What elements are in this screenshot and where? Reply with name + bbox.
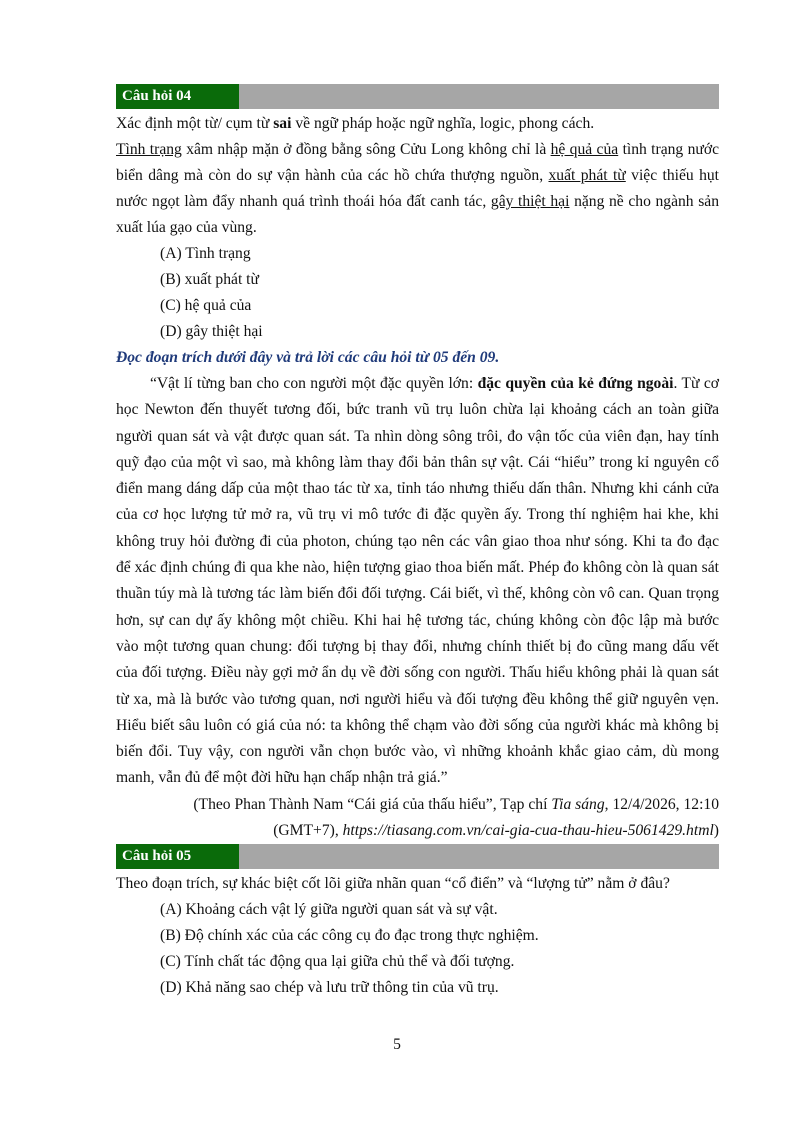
question-04-prompt [116,111,719,137]
option-a[interactable]: (A) Tình trạng [160,245,251,262]
source-journal: Tia sáng [551,795,605,813]
option-b[interactable]: (B) Độ chính xác của các công cụ đo đạc trong thực nghiệm. [160,926,539,944]
reading-instruction: Đọc đoạn trích dưới đây và trả lời các câu hỏi từ 05 đến 09. [116,349,500,366]
source-text: ) [713,821,719,839]
source-text: , 12/4/2026, 12:10 [604,795,719,813]
sentence-text: việc thiếu hụt nước ngọt làm đẩy nhanh quá trình thoái hóa đất canh tác, [116,167,720,210]
underlined-phrase-d: gây thiệt hại [490,193,570,210]
question-bar-fill [239,84,719,109]
question-label-05: Câu hỏi 05 [116,844,239,869]
option-d[interactable]: (D) Khả năng sao chép và lưu trữ thông tin của vũ trụ. [160,978,499,996]
reading-passage [116,371,719,792]
passage-bold: đặc quyền của kẻ đứng ngoài [477,375,674,392]
option-d[interactable]: (D) gây thiệt hại [160,323,263,340]
sentence-text: tình trạng nước biển dâng mà còn do sự vận hành của các hồ chứa thượng nguồn, [116,141,719,184]
question-04-sentence [116,137,719,241]
option-b[interactable]: (B) xuất phát từ [160,271,259,288]
prompt-text: Xác định một từ/ cụm từ [116,115,274,132]
question-bar-fill [239,844,719,869]
option-c[interactable]: (C) Tính chất tác động qua lại giữa chủ thể và đối tượng. [160,952,515,970]
question-05-options [116,897,719,1001]
underlined-phrase-a: Tình trạng [116,141,182,158]
passage-text: “Vật lí từng ban cho con người một đặc quyền lớn: [150,375,478,392]
question-header-04 [116,84,719,109]
option-a[interactable]: (A) Khoảng cách vật lý giữa người quan sát và sự vật. [160,900,498,918]
underlined-phrase-c: hệ quả của [550,141,619,158]
source-text: (Theo Phan Thành Nam “Cái giá của thấu hiểu”, Tạp chí [193,795,552,813]
prompt-text: về ngữ pháp hoặc ngữ nghĩa, logic, phong cách. [291,115,595,132]
question-04-options [116,241,719,345]
page-number: 5 [393,1036,401,1053]
sentence-text: nặng nề cho ngành sản xuất lúa gạo của vùng. [116,193,720,236]
question-header-05 [116,844,719,869]
page-content [116,84,719,1001]
passage-text: . Từ cơ học Newton đến thuyết tương đối, bức tranh vũ trụ luôn chừa lại khoảng cách an toàn giữa người quan sát và vật được quan sát. Ta nhìn dòng sông trôi, đo vận tốc của viên đạn, hay tính quỹ đạo của một vì sao, mà không làm thay đổi bản thân sự vật. Cái “hiểu” trong kỉ nguyên cổ điển mang dáng dấp của một thao tác từ xa, tỉnh táo nhưng thiếu dấn thân. Nhưng khi cánh cửa của cơ học lượng tử mở ra, vũ trụ vi mô tước đi đặc quyền ấy. Trong thí nghiệm hai khe, khi không truy hỏi đường đi của photon, chúng tạo nên các vân giao thoa như sóng. Khi ta đo đạc để xác định chúng đi qua khe nào, hiện tượng giao thoa biến mất. Phép đo không còn là quan sát thuần túy mà là tương tác làm biến đổi đối tượng. Cái biết, vì thế, không còn vô can. Quan trọng hơn, sự can dự ấy không một chiều. Khi hai hệ tương tác, chúng không còn độc lập mà bước vào một tương quan chung: đối tượng bị thay đổi, nhưng chính thiết bị đo cũng mang dấu vết của đối tượng. Điều này gợi mở ẩn dụ về đời sống con người. Thấu hiểu không phải là quan sát từ xa, mà là bước vào tương quan, nơi người hiểu và đối tượng đều không thể giữ nguyên vẹn. Hiểu biết sâu luôn có giá của nó: ta không thể chạm vào đời sống của người khác mà không bị biến đổi. Tuy vậy, con người vẫn chọn bước vào, vì những khoảnh khắc giao cảm, dù mong manh, vẫn đủ để một đời hữu hạn chấp nhận trả giá.” [116,375,720,787]
underlined-phrase-b: xuất phát từ [548,167,626,184]
source-text: (GMT+7), [273,821,343,839]
option-c[interactable]: (C) hệ quả của [160,297,252,314]
passage-source [116,792,719,844]
source-url: https://tiasang.com.vn/cai-gia-cua-thau-hieu-5061429.html [342,821,714,839]
sentence-text: xâm nhập mặn ở đồng bằng sông Cửu Long không chỉ là [181,141,551,158]
question-05-prompt: Theo đoạn trích, sự khác biệt cốt lõi giữa nhãn quan “cổ điển” và “lượng tử” nằm ở đâu? [116,874,670,892]
question-label-04: Câu hỏi 04 [116,84,239,109]
prompt-bold: sai [273,115,292,132]
